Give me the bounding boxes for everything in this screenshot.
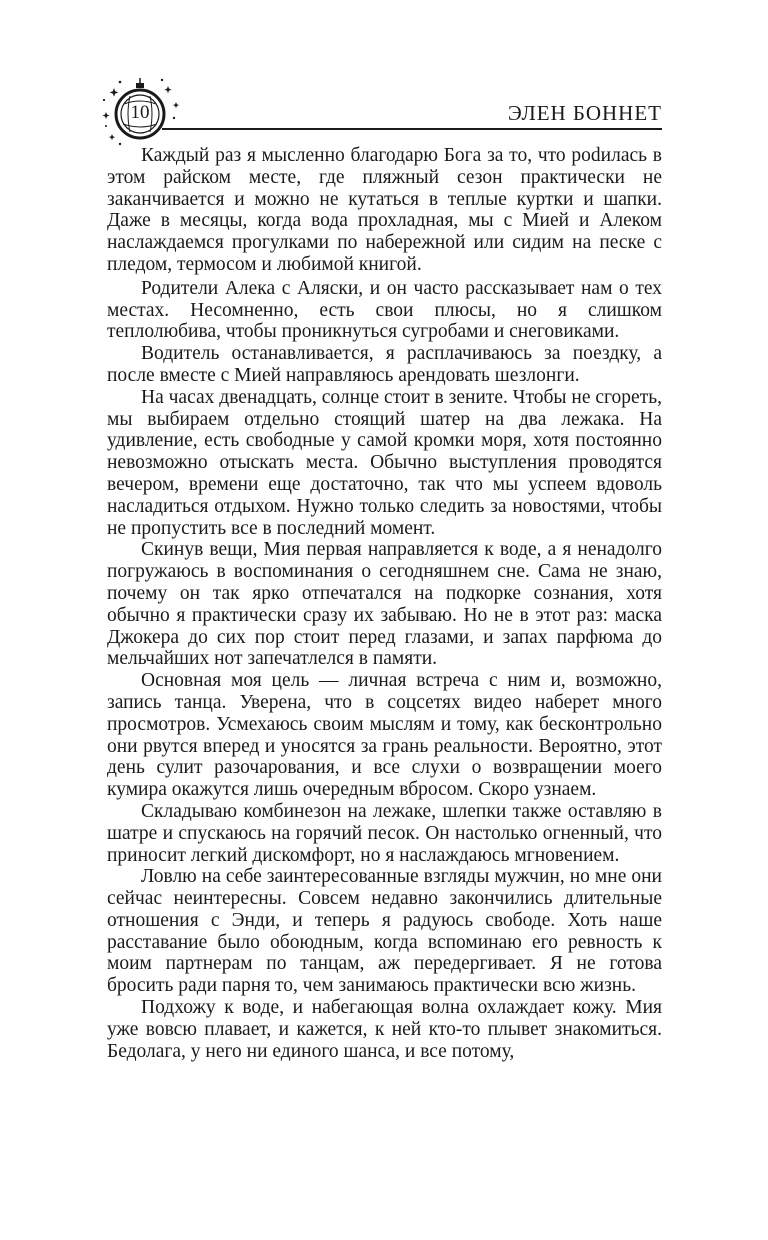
paragraph: На часах двенадцать, солнце стоит в зените. Чтобы не сгореть, мы выбираем отдельно стоящий шатер на два лежака. На удивление, есть свободные у самой кромки моря, хотя постоянно невозможно отыскать места. Обычно выступления проводятся вечером, времени еще достаточно, так что мы успеем вдоволь насладиться отдыхом. Нужно только следить за новостями, чтобы не пропустить все в последний момент.: [107, 386, 662, 539]
paragraph: Складываю комбинезон на лежаке, шлепки также оставляю в шатре и спускаюсь на горячий песок. Он настолько огненный, что приносит легкий дискомфорт, но я наслаждаюсь мгновением.: [107, 800, 662, 866]
paragraph: Основная моя цель — личная встреча с ним и, возможно, запись танца. Уверена, что в соцсетях видео наберет много просмотров. Усмехаюсь своим мыслям и тому, как бесконтрольно они рвутся вперед и уносятся за грань реальности. Вероятно, этот день сулит разочарования, и все слухи о возвращении моего кумира окажутся лишь очередным вбросом. Скоро узнаем.: [107, 670, 662, 801]
paragraph: Водитель останавливается, я расплачиваюсь за поездку, а после вместе с Мией направляюсь арендовать шезлонги.: [107, 343, 662, 386]
paragraph: Скинув вещи, Мия первая направляется к воде, а я ненадолго погружаюсь в воспоминания о сегодняшнем сне. Сама не знаю, почему он так ярко отпечатался на подкорке сознания, хотя обычно я практически сразу их забываю. Но не в этот раз: маска Джокера до сих пор стоит перед глазами, и запах парфюма до мельчайших нот запечатлелся в памяти.: [107, 539, 662, 670]
paragraph: Ловлю на себе заинтересованные взгляды мужчин, но мне они сейчас неинтересны. Совсем недавно закончились длительные отношения с Энди, и теперь я радуюсь свободе. Хоть наше расставание было обоюдным, когда вспоминаю его ревность к моим партнерам по танцам, аж передергивает. Я не готова бросить ради парня то, чем занимаюсь практически всю жизнь.: [107, 866, 662, 997]
page-number: 10: [130, 102, 150, 123]
paragraph: Каждый раз я мысленно благодарю Бога за то, что роdилась в этом райском месте, где пляжный сезон практически не заканчивается и можно не кутаться в теплые куртки и шапки. Даже в месяцы, когда вода прохладная, мы с Мией и Алеком наслаждаемся прогулками по набережной или сидим на песке с пледом, термосом и любимой книгой.: [107, 145, 662, 275]
body-text: [107, 145, 662, 1062]
page-header: [100, 78, 668, 148]
paragraph: Родители Алека с Аляски, и он часто рассказывает нам о тех местах. Несомненно, есть свои плюсы, но я слишком теплолюбива, чтобы проникнуться сугробами и снеговиками.: [107, 277, 662, 343]
header-rule: [162, 128, 662, 130]
paragraph: Подхожу к воде, и набегающая волна охлаждает кожу. Мия уже вовсю плавает, и кажется, к ней кто-то плывет знакомиться. Бедолага, у него ни единого шанса, и все потому,: [107, 997, 662, 1062]
running-head: ЭЛЕН БОННЕТ: [507, 101, 662, 125]
